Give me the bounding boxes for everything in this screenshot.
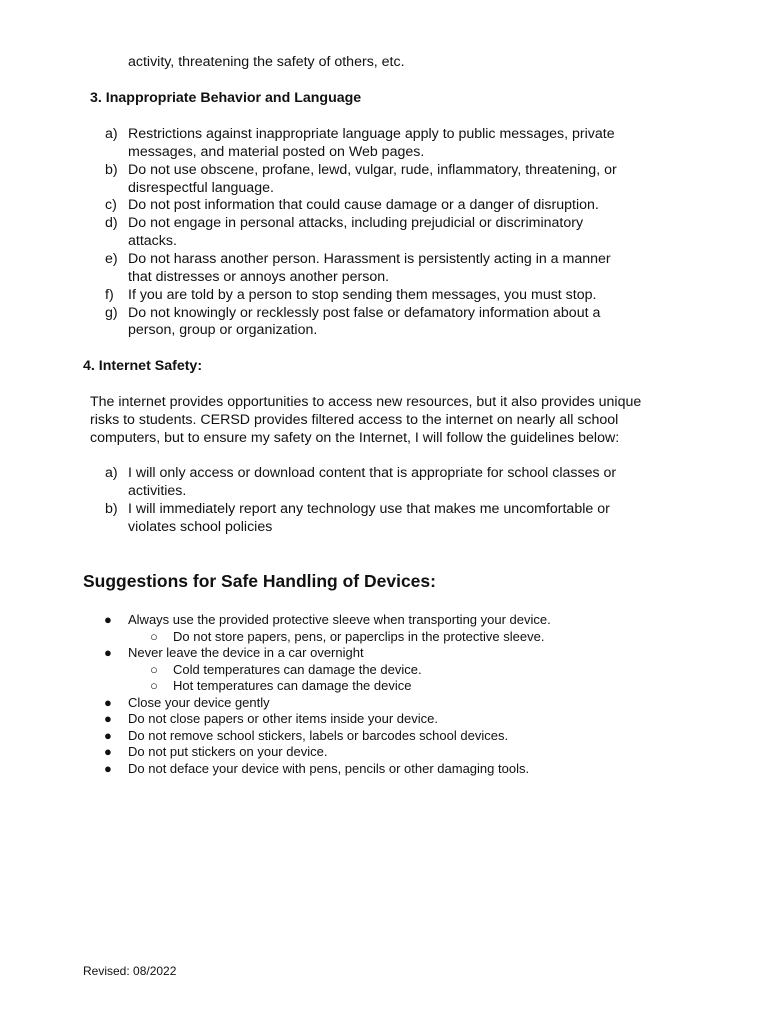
revised-date: Revised: 08/2022 bbox=[83, 964, 177, 978]
list-marker: a) bbox=[105, 126, 118, 142]
list-marker: e) bbox=[105, 251, 118, 267]
paragraph-line: The internet provides opportunities to access new resources, but it also provides unique bbox=[90, 394, 642, 410]
list-item: Do not deface your device with pens, pencils or other damaging tools. bbox=[128, 760, 530, 776]
list-item-line: If you are told by a person to stop sending them messages, you must stop. bbox=[128, 287, 597, 303]
list-item-line: Do not use obscene, profane, lewd, vulgar, rude, inflammatory, threatening, or bbox=[128, 162, 617, 178]
list-marker: a) bbox=[105, 465, 118, 481]
bullet-icon: ● bbox=[104, 694, 112, 710]
continuation-text: activity, threatening the safety of others, etc. bbox=[128, 54, 405, 70]
section-3-heading: 3. Inappropriate Behavior and Language bbox=[90, 90, 362, 106]
list-item: Hot temperatures can damage the device bbox=[173, 678, 412, 693]
list-item-line: Do not engage in personal attacks, including prejudicial or discriminatory bbox=[128, 215, 584, 231]
list-item: Do not remove school stickers, labels or barcodes school devices. bbox=[128, 727, 509, 743]
list-item-line: activities. bbox=[128, 482, 187, 499]
list-item-line: Restrictions against inappropriate language apply to public messages, private bbox=[128, 126, 615, 142]
list-marker: b) bbox=[105, 501, 118, 517]
list-item: Do not close papers or other items inside your device. bbox=[128, 711, 438, 726]
list-item-line: Do not post information that could cause damage or a danger of disruption. bbox=[128, 197, 599, 213]
list-item: Do not put stickers on your device. bbox=[128, 744, 328, 759]
list-marker: d) bbox=[105, 215, 118, 231]
sub-bullet-icon: ○ bbox=[150, 661, 158, 677]
sub-bullet-icon: ○ bbox=[150, 628, 158, 644]
list-item-line: attacks. bbox=[128, 232, 177, 249]
list-item-line: Do not knowingly or recklessly post false or defamatory information about a bbox=[128, 304, 601, 321]
bullet-icon: ● bbox=[104, 727, 112, 743]
sub-bullet-icon: ○ bbox=[150, 678, 158, 693]
list-item-line: disrespectful language. bbox=[128, 179, 274, 196]
list-item: Never leave the device in a car overnight bbox=[128, 645, 364, 660]
list-marker: g) bbox=[105, 304, 118, 321]
list-item-line: person, group or organization. bbox=[128, 322, 318, 338]
list-item-line: messages, and material posted on Web pages. bbox=[128, 143, 425, 160]
bullet-icon: ● bbox=[104, 612, 112, 627]
list-item: Always use the provided protective sleeve when transporting your device. bbox=[128, 612, 551, 627]
list-item: Cold temperatures can damage the device. bbox=[173, 661, 422, 677]
bullet-icon: ● bbox=[104, 744, 112, 759]
bullet-icon: ● bbox=[104, 711, 112, 726]
paragraph-line: risks to students. CERSD provides filtered access to the internet on nearly all school bbox=[90, 412, 619, 428]
list-marker: f) bbox=[105, 287, 114, 303]
list-item: Do not store papers, pens, or paperclips in the protective sleeve. bbox=[173, 628, 545, 644]
suggestions-heading: Suggestions for Safe Handling of Devices: bbox=[83, 571, 436, 591]
list-marker: c) bbox=[105, 197, 117, 213]
list-item-line: that distresses or annoys another person. bbox=[128, 268, 390, 285]
bullet-icon: ● bbox=[104, 645, 112, 660]
list-item-line: I will immediately report any technology use that makes me uncomfortable or bbox=[128, 501, 610, 517]
section-4-heading: 4. Internet Safety: bbox=[83, 358, 203, 374]
list-item-line: Do not harass another person. Harassment is persistently acting in a manner bbox=[128, 251, 611, 267]
list-marker: b) bbox=[105, 162, 118, 178]
list-item: Close your device gently bbox=[128, 694, 270, 710]
list-item-line: violates school policies bbox=[128, 518, 273, 535]
bullet-icon: ● bbox=[104, 760, 112, 776]
paragraph-line: computers, but to ensure my safety on the Internet, I will follow the guidelines below: bbox=[90, 430, 620, 446]
list-item-line: I will only access or download content that is appropriate for school classes or bbox=[128, 465, 617, 481]
